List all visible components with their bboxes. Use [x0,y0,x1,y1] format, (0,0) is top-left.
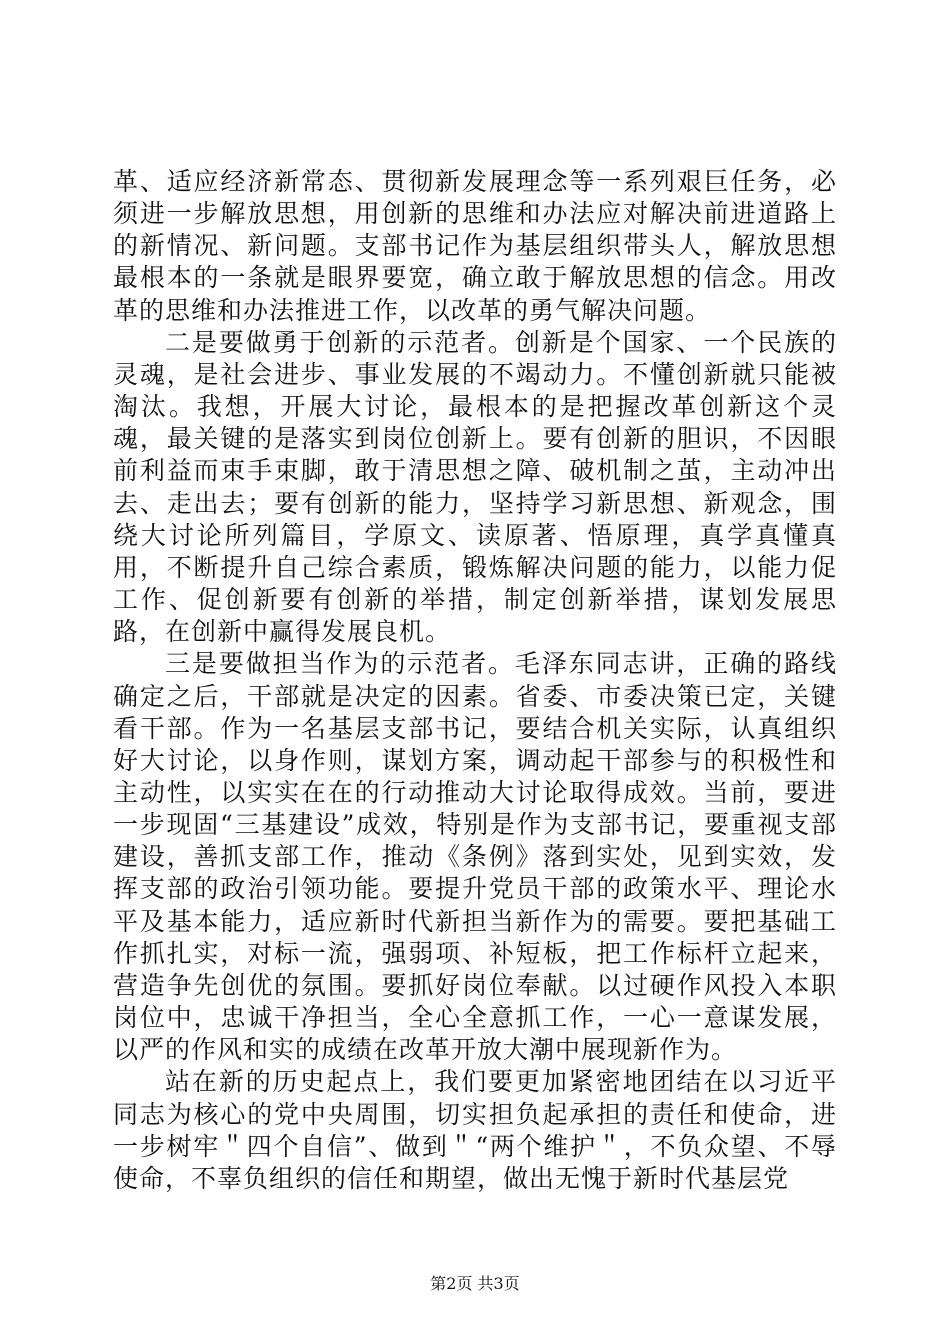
page-number-footer: 第2页 共3页 [430,1274,520,1293]
paragraph-3: 三是要做担当作为的示范者。毛泽东同志讲，正确的路线确定之后，干部就是决定的因素。省委、市委决策已定，关键看干部。作为一名基层支部书记，要结合机关实际，认真组织好大讨论，以身作则，谋划方案，调动起干部参与的积极性和主动性，以实实在在的行动推动大讨论取得成效。当前，要进一步现固“三基建设”成效，特别是作为支部书记，要重视支部建设，善抓支部工作，推动《条例》落到实处，见到实效，发挥支部的政治引领功能。要提升党员干部的政策水平、理论水平及基本能力，适应新时代新担当新作为的需要。要把基础工作抓扎实，对标一流，强弱项、补短板，把工作标杆立起来，营造争先创优的氛围。要抓好岗位奉献。以过硬作风投入本职岗位中，忠诚干净担当，全心全意抓工作，一心一意谋发展，以严的作风和实的成绩在改革开放大潮中展现新作为。 [113,649,837,1065]
document-body [113,166,837,1195]
paragraph-4: 站在新的历史起点上，我们要更加紧密地团结在以习近平同志为核心的党中央周围，切实担负起承担的责任和使命，进一步树牢＂四个自信”、做到＂“两个维护＂，不负众望、不辱使命，不辜负组织的信任和期望，做出无愧于新时代基层党 [113,1067,837,1193]
paragraph-2: 二是要做勇于创新的示范者。创新是个国家、一个民族的灵魂，是社会进步、事业发展的不竭动力。不懂创新就只能被淘汰。我想，开展大讨论，最根本的是把握改革创新这个灵魂，最关键的是落实到岗位创新上。要有创新的胆识，不因眼前利益而束手束脚，敢于清思想之障、破机制之茧，主动冲出去、走出去；要有创新的能力，坚持学习新思想、新观念，围绕大讨论所列篇目，学原文、读原著、悟原理，真学真懂真用，不断提升自己综合素质，锻炼解决问题的能力，以能力促工作、促创新要有创新的举措，制定创新举措，谋划发展思路，在创新中赢得发展良机。 [113,327,837,647]
paragraph-1: 革、适应经济新常态、贯彻新发展理念等一系列艰巨任务，必须进一步解放思想，用创新的思维和办法应对解决前进道路上的新情况、新问题。支部书记作为基层组织带头人，解放思想最根本的一条就是眼界要宽，确立敢于解放思想的信念。用改革的思维和办法推进工作，以改革的勇气解决问题。 [113,167,837,325]
